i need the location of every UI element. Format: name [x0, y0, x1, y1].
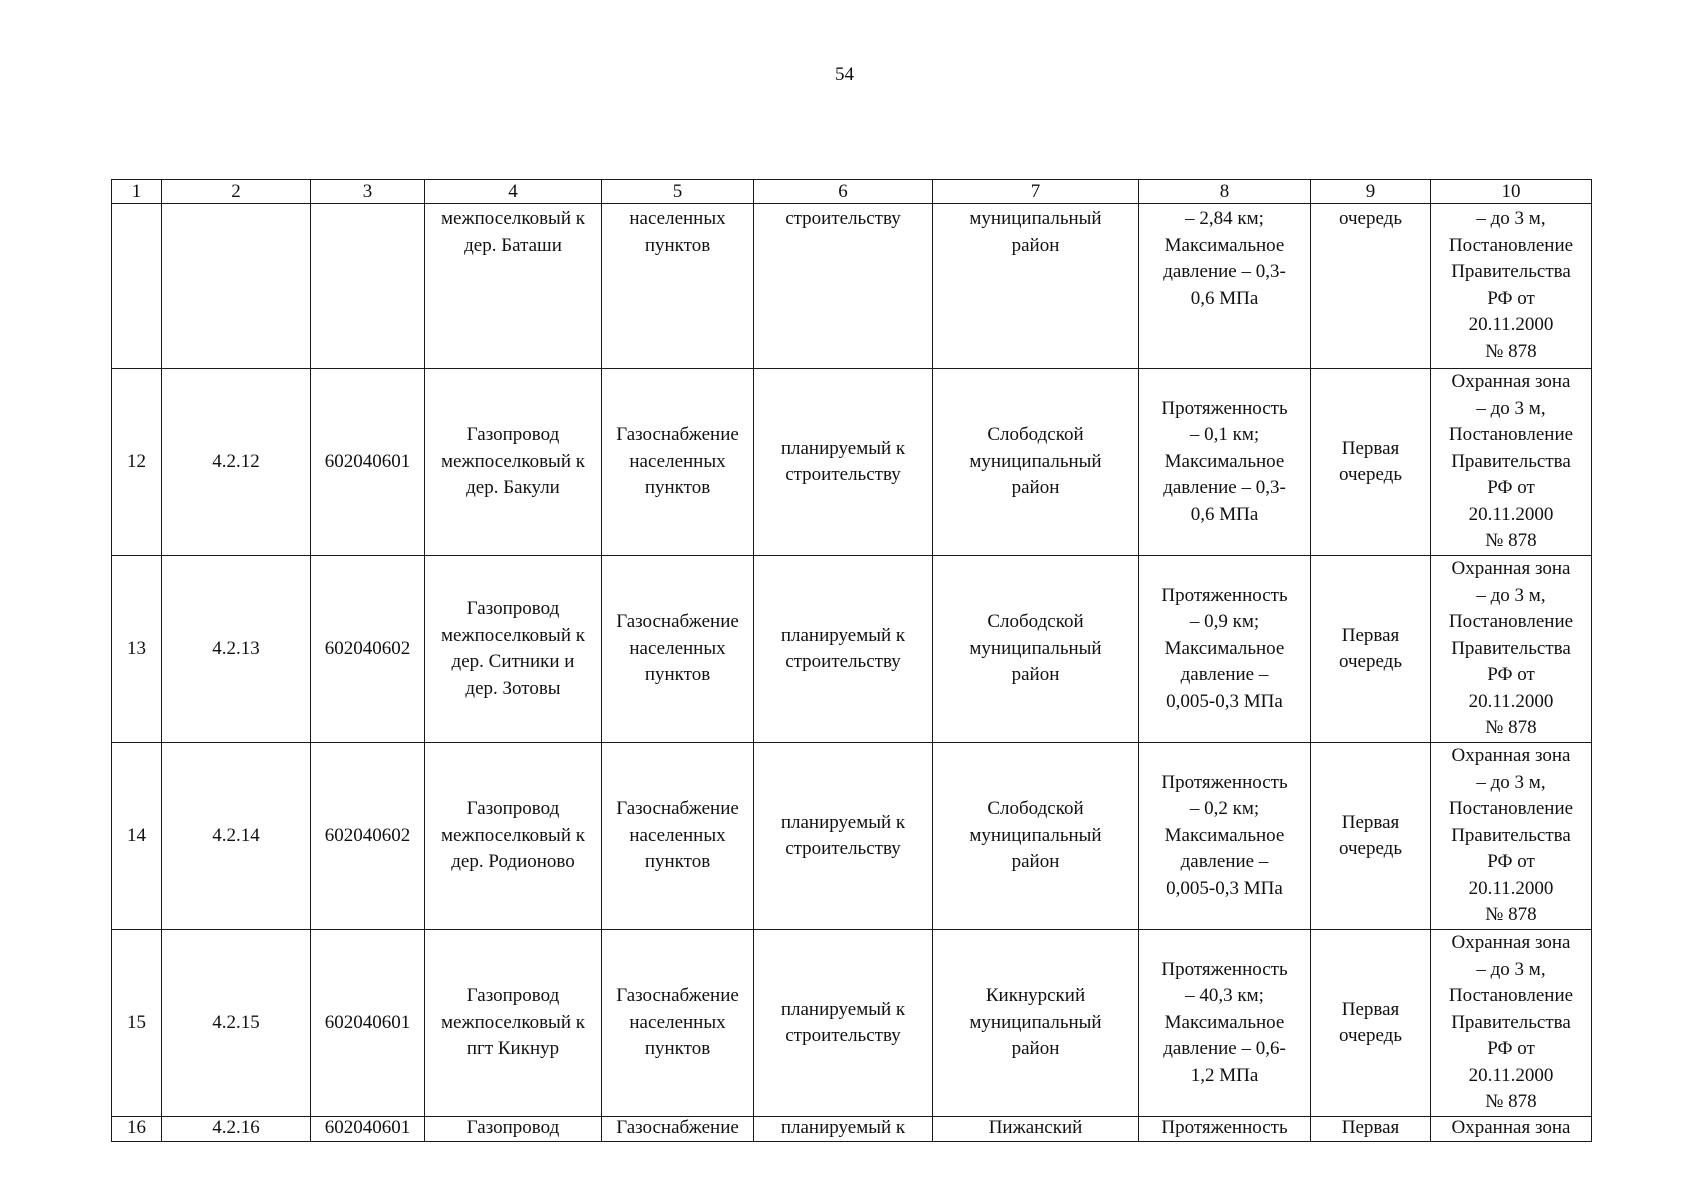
- header-cell: 1: [112, 180, 162, 204]
- cell-location: Кикнурский муниципальный район: [933, 930, 1139, 1117]
- cell-id: 602040602: [311, 743, 425, 930]
- cell-status: планируемый к строительству: [754, 930, 933, 1117]
- header-cell: 4: [425, 180, 602, 204]
- cell-purpose: Газоснабжение населенных пунктов: [602, 556, 754, 743]
- cell-purpose: Газоснабжение населенных пунктов: [602, 743, 754, 930]
- cell-object: Газопровод межпоселковый к дер. Родионово: [425, 743, 602, 930]
- cell-location: Слободской муниципальный район: [933, 369, 1139, 556]
- cell-number: 13: [112, 556, 162, 743]
- cell-location: Пижанский: [933, 1117, 1139, 1142]
- cell-purpose: населенных пунктов: [602, 204, 754, 369]
- cell-characteristics: Протяженность – 0,1 км; Максимальное давление – 0,3- 0,6 МПа: [1139, 369, 1311, 556]
- header-row: [112, 180, 1592, 204]
- cell-stage: Первая очередь: [1311, 743, 1431, 930]
- cell-object: Газопровод межпоселковый к пгт Кикнур: [425, 930, 602, 1117]
- cell-stage: Первая очередь: [1311, 556, 1431, 743]
- cell-location: Слободской муниципальный район: [933, 743, 1139, 930]
- header-cell: 9: [1311, 180, 1431, 204]
- header-cell: 6: [754, 180, 933, 204]
- cell-stage: Первая очередь: [1311, 369, 1431, 556]
- cell-id: 602040601: [311, 930, 425, 1117]
- cell-purpose: Газоснабжение: [602, 1117, 754, 1142]
- cell-status: строительству: [754, 204, 933, 369]
- cell-zone: Охранная зона – до 3 м, Постановление Правительства РФ от 20.11.2000 № 878: [1431, 743, 1592, 930]
- cell-code: 4.2.12: [162, 369, 311, 556]
- cell-id: 602040601: [311, 1117, 425, 1142]
- cell-location: муниципальный район: [933, 204, 1139, 369]
- cell-number: 12: [112, 369, 162, 556]
- cell-number: 14: [112, 743, 162, 930]
- header-cell: 7: [933, 180, 1139, 204]
- table-row: [112, 743, 1592, 930]
- cell-zone: Охранная зона: [1431, 1117, 1592, 1142]
- cell-zone: Охранная зона – до 3 м, Постановление Правительства РФ от 20.11.2000 № 878: [1431, 930, 1592, 1117]
- cell-zone: – до 3 м, Постановление Правительства РФ от 20.11.2000 № 878: [1431, 204, 1592, 369]
- table-row: [112, 930, 1592, 1117]
- cell-object: Газопровод межпоселковый к дер. Ситники и дер. Зотовы: [425, 556, 602, 743]
- table-row: [112, 369, 1592, 556]
- cell-number: [112, 204, 162, 369]
- cell-number: 16: [112, 1117, 162, 1142]
- registry-table: [111, 179, 1592, 1142]
- cell-code: 4.2.13: [162, 556, 311, 743]
- continuation-row: [112, 204, 1592, 369]
- cell-zone: Охранная зона – до 3 м, Постановление Правительства РФ от 20.11.2000 № 878: [1431, 369, 1592, 556]
- cell-status: планируемый к строительству: [754, 556, 933, 743]
- header-cell: 2: [162, 180, 311, 204]
- cell-stage: Первая: [1311, 1117, 1431, 1142]
- header-cell: 8: [1139, 180, 1311, 204]
- cell-code: 4.2.14: [162, 743, 311, 930]
- cell-location: Слободской муниципальный район: [933, 556, 1139, 743]
- cell-purpose: Газоснабжение населенных пунктов: [602, 369, 754, 556]
- cell-id: 602040601: [311, 369, 425, 556]
- table-row: [112, 556, 1592, 743]
- cell-stage: Первая очередь: [1311, 930, 1431, 1117]
- cell-characteristics: – 2,84 км; Максимальное давление – 0,3- 0,6 МПа: [1139, 204, 1311, 369]
- cell-characteristics: Протяженность – 0,2 км; Максимальное давление – 0,005-0,3 МПа: [1139, 743, 1311, 930]
- cell-object: Газопровод: [425, 1117, 602, 1142]
- cell-zone: Охранная зона – до 3 м, Постановление Правительства РФ от 20.11.2000 № 878: [1431, 556, 1592, 743]
- cell-id: [311, 204, 425, 369]
- cell-code: [162, 204, 311, 369]
- cell-object: Газопровод межпоселковый к дер. Бакули: [425, 369, 602, 556]
- cell-id: 602040602: [311, 556, 425, 743]
- cell-characteristics: Протяженность: [1139, 1117, 1311, 1142]
- cell-characteristics: Протяженность – 40,3 км; Максимальное давление – 0,6- 1,2 МПа: [1139, 930, 1311, 1117]
- cell-object: межпоселковый к дер. Баташи: [425, 204, 602, 369]
- cell-stage: очередь: [1311, 204, 1431, 369]
- cell-status: планируемый к строительству: [754, 369, 933, 556]
- cell-purpose: Газоснабжение населенных пунктов: [602, 930, 754, 1117]
- header-cell: 10: [1431, 180, 1592, 204]
- cell-characteristics: Протяженность – 0,9 км; Максимальное давление – 0,005-0,3 МПа: [1139, 556, 1311, 743]
- cell-code: 4.2.15: [162, 930, 311, 1117]
- header-cell: 3: [311, 180, 425, 204]
- cell-number: 15: [112, 930, 162, 1117]
- header-cell: 5: [602, 180, 754, 204]
- cell-code: 4.2.16: [162, 1117, 311, 1142]
- page-number: 54: [835, 64, 854, 85]
- cell-status: планируемый к: [754, 1117, 933, 1142]
- last-row: [112, 1117, 1592, 1142]
- cell-status: планируемый к строительству: [754, 743, 933, 930]
